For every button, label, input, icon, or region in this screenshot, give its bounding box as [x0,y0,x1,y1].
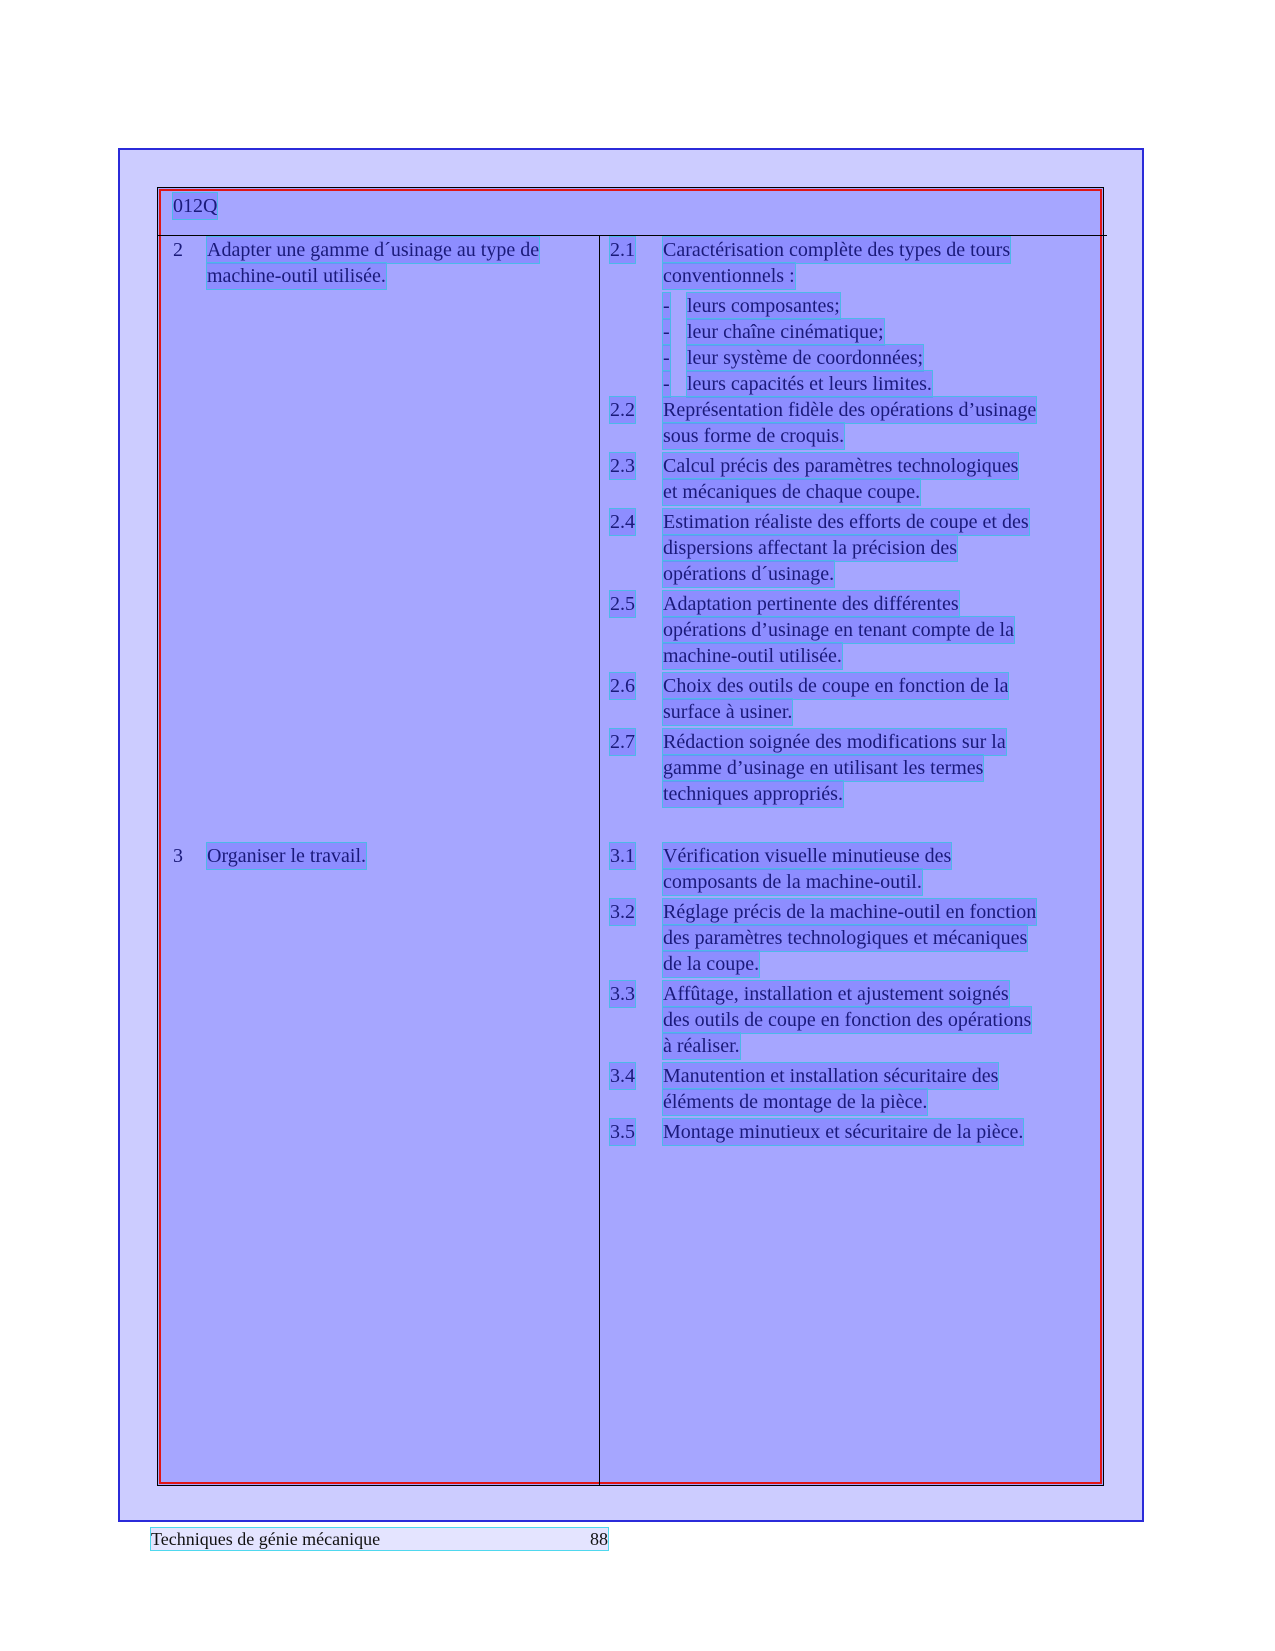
bullet-dash: - [663,347,670,369]
competency-code: 012Q [173,195,218,217]
criterion-text-line: surface à usiner. [663,701,793,723]
bullet-text: leur chaîne cinématique; [687,321,884,343]
criterion-text-line: dispersions affectant la précision des [663,537,957,559]
criterion-number: 2.4 [610,511,635,533]
criterion-text-line: opérations d’usinage en tenant compte de la [663,619,1014,641]
criterion-text-line: Vérification visuelle minutieuse des [663,845,952,867]
criterion-text-line: Estimation réaliste des efforts de coupe et des [663,511,1029,533]
bullet-text: leurs composantes; [687,295,840,317]
criterion-text-line: conventionnels : [663,265,795,287]
column-divider [599,235,600,1486]
criterion-text-line: Adaptation pertinente des différentes [663,593,959,615]
footer-title: Techniques de génie mécanique [151,1529,381,1549]
criterion-number: 2.7 [610,731,635,753]
criterion-number: 3.2 [610,901,635,923]
page-footer [151,1528,608,1550]
criterion-text-line: machine-outil utilisée. [663,645,842,667]
page-number: 88 [590,1529,608,1549]
criterion-text-line: Calcul précis des paramètres technologiques [663,455,1019,477]
criterion-text-line: des outils de coupe en fonction des opérations [663,1009,1032,1031]
element-text-line: Organiser le travail. [207,845,367,867]
criterion-number: 3.5 [610,1121,635,1143]
bullet-dash: - [663,321,670,343]
element-text-line: machine-outil utilisée. [207,265,386,287]
criterion-text-line: des paramètres technologiques et mécaniques [663,927,1028,949]
header-divider [157,235,1107,236]
criterion-text-line: éléments de montage de la pièce. [663,1091,928,1113]
criterion-text-line: Représentation fidèle des opérations d’usinage [663,399,1037,421]
criterion-text-line: Montage minutieux et sécuritaire de la pièce. [663,1121,1024,1143]
criterion-text-line: Caractérisation complète des types de tours [663,239,1011,261]
criterion-text-line: Choix des outils de coupe en fonction de la [663,675,1009,697]
bullet-text: leurs capacités et leurs limites. [687,373,932,395]
criterion-text-line: à réaliser. [663,1035,740,1057]
criterion-text-line: composants de la machine-outil. [663,871,922,893]
criterion-text-line: Manutention et installation sécuritaire des [663,1065,999,1087]
criterion-text-line: opérations d´usinage. [663,563,835,585]
competency-table [157,187,1104,1486]
criterion-number: 3.3 [610,983,635,1005]
element-number: 2 [173,239,183,261]
criterion-number: 2.6 [610,675,635,697]
criterion-number: 3.1 [610,845,635,867]
criterion-number: 2.3 [610,455,635,477]
criterion-number: 2.5 [610,593,635,615]
criterion-text-line: gamme d’usinage en utilisant les termes [663,757,984,779]
element-text-line: Adapter une gamme d´usinage au type de [207,239,540,261]
criterion-text-line: Réglage précis de la machine-outil en fonction [663,901,1037,923]
criterion-text-line: sous forme de croquis. [663,425,845,447]
element-number: 3 [173,845,183,867]
criterion-text-line: de la coupe. [663,953,760,975]
criterion-number: 2.2 [610,399,635,421]
criterion-text-line: et mécaniques de chaque coupe. [663,481,921,503]
bullet-dash: - [663,373,670,395]
criterion-number: 3.4 [610,1065,635,1087]
bullet-dash: - [663,295,670,317]
criterion-text-line: Rédaction soignée des modifications sur la [663,731,1006,753]
criterion-text-line: Affûtage, installation et ajustement soignés [663,983,1009,1005]
criterion-number: 2.1 [610,239,635,261]
criterion-text-line: techniques appropriés. [663,783,843,805]
bullet-text: leur système de coordonnées; [687,347,924,369]
